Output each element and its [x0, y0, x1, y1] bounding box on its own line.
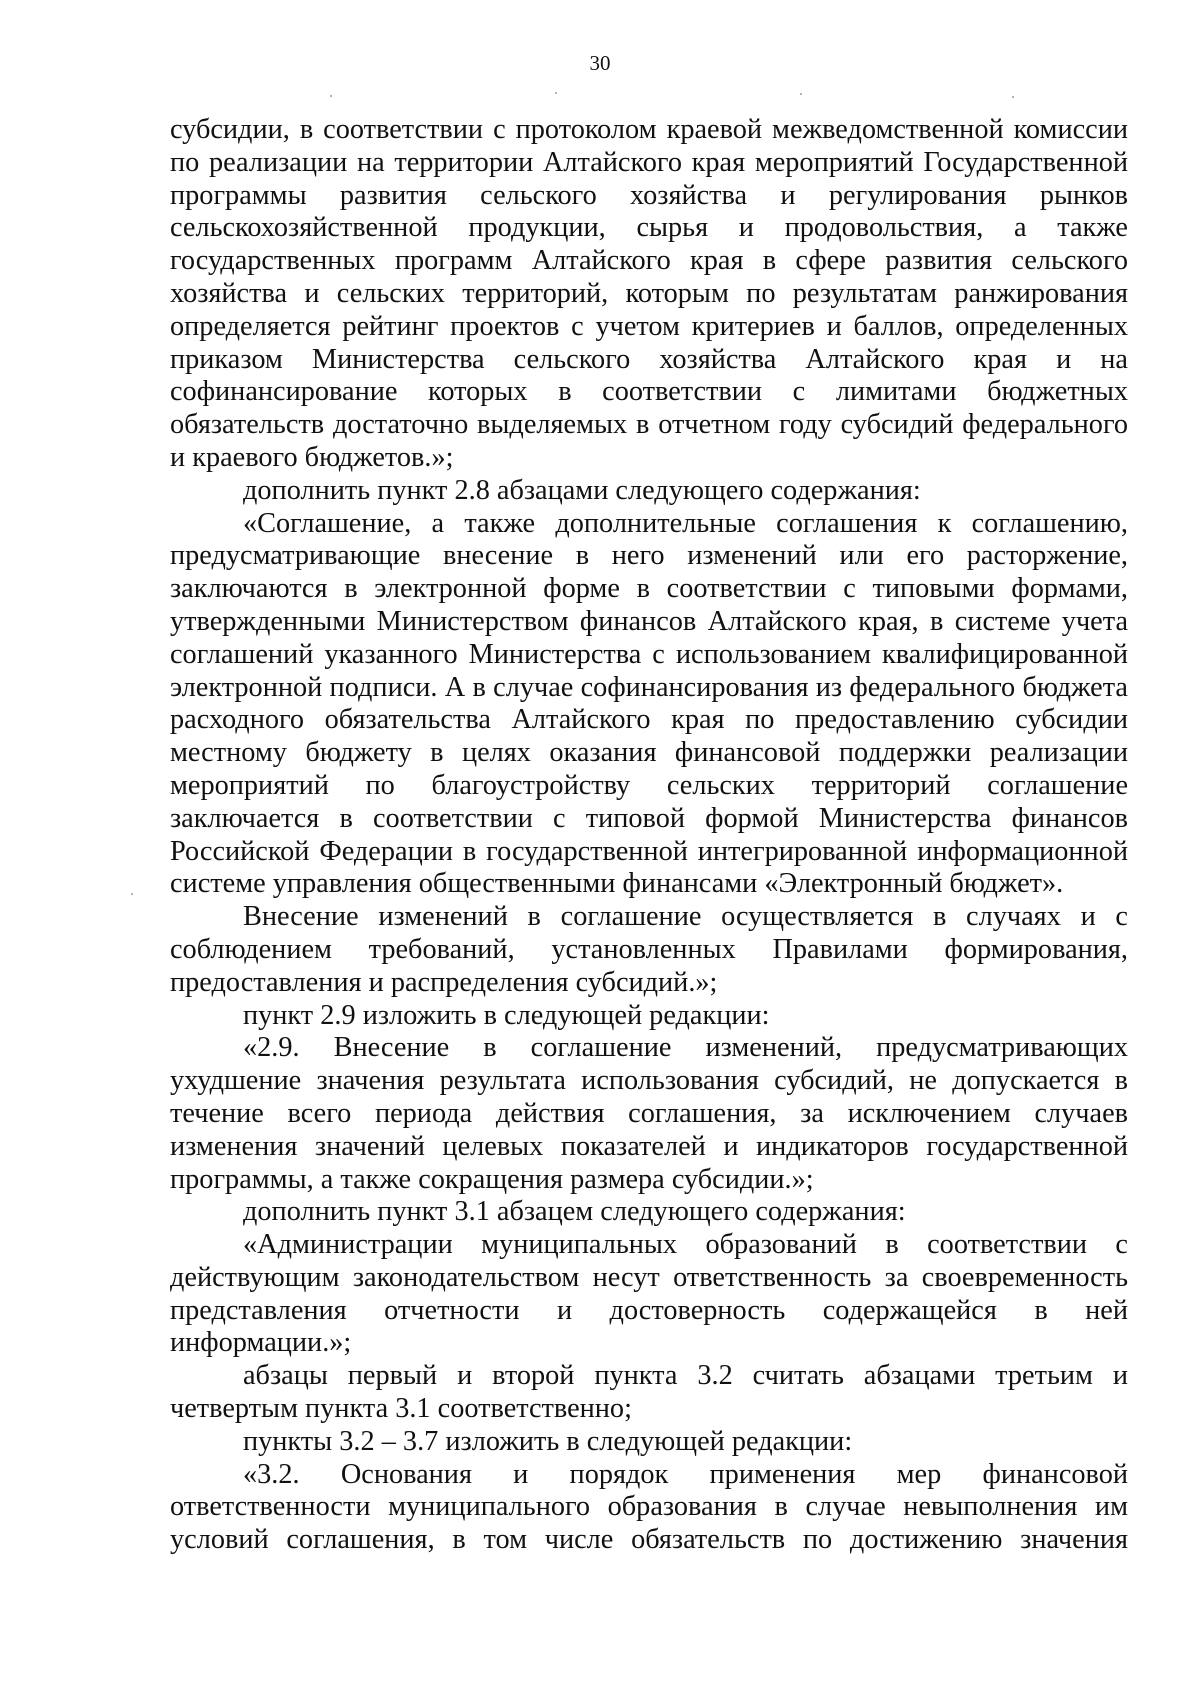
paragraph-quote: «Администрации муниципальных образований в соответствии с действующим законодательством несут ответственность за своевременность представления отчетности и достоверность содержащейся в ней информации.»;: [170, 1229, 1128, 1359]
paragraph-quote: Внесение изменений в соглашение осуществляется в случаях и с соблюдением требований, установленных Правилами формирования, предоставления и распределения субсидий.»;: [170, 901, 1128, 998]
paragraph-quote: «3.2. Основания и порядок применения мер финансовой ответственности муниципального образования в случае невыполнения им условий соглашения, в том числе обязательств по достижению значения: [170, 1458, 1128, 1556]
scan-speck: [555, 92, 557, 94]
paragraph-instruction: дополнить пункт 2.8 абзацами следующего содержания:: [243, 474, 921, 506]
paragraph-instruction: пункт 2.9 изложить в следующей редакции:: [243, 999, 770, 1031]
document-body: [170, 114, 1128, 1557]
paragraph-instruction: пункты 3.2 – 3.7 изложить в следующей редакции:: [243, 1425, 853, 1457]
scan-speck: [1012, 96, 1014, 98]
scan-speck: [131, 893, 133, 895]
paragraph-instruction: дополнить пункт 3.1 абзацем следующего содержания:: [243, 1196, 906, 1228]
paragraph-continuation: субсидии, в соответствии с протоколом краевой межведомственной комиссии по реализации на территории Алтайского края мероприятий Государственной программы развития сельского хозяйства и регулирования рынков сельскохозяйственной продукции, сырья и продовольствия, а также государственных программ Алтайского края в сфере развития сельского хозяйства и сельских территорий, которым по результатам ранжирования определяется рейтинг проектов с учетом критериев и баллов, определенных приказом Министерства сельского хозяйства Алтайского края и на софинансирование которых в соответствии с лимитами бюджетных обязательств достаточно выделяемых в отчетном году субсидий федерального и краевого бюджетов.»;: [170, 114, 1128, 473]
page-number: 30: [589, 51, 611, 75]
paragraph-instruction: абзацы первый и второй пункта 3.2 считать абзацами третьим и четвертым пункта 3.1 соответственно;: [170, 1360, 1128, 1425]
scan-speck: [330, 95, 332, 97]
paragraph-quote: «Соглашение, а также дополнительные соглашения к соглашению, предусматривающие внесение в него изменений или его расторжение, заключаются в электронной форме в соответствии с типовыми формами, утвержденными Министерством финансов Алтайского края, в системе учета соглашений указанного Министерства с использованием квалифицированной электронной подписи. А в случае софинансирования из федерального бюджета расходного обязательства Алтайского края по предоставлению субсидии местному бюджету в целях оказания финансовой поддержки реализации мероприятий по благоустройству сельских территорий соглашение заключается в соответствии с типовой формой Министерства финансов Российской Федерации в государственной интегрированной информационной системе управления общественными финансами «Электронный бюджет».: [170, 507, 1128, 900]
paragraph-quote: «2.9. Внесение в соглашение изменений, предусматривающих ухудшение значения результата использования субсидий, не допускается в течение всего периода действия соглашения, за исключением случаев изменения значений целевых показателей и индикаторов государственной программы, а также сокращения размера субсидии.»;: [170, 1032, 1128, 1195]
scan-speck: [800, 93, 802, 95]
